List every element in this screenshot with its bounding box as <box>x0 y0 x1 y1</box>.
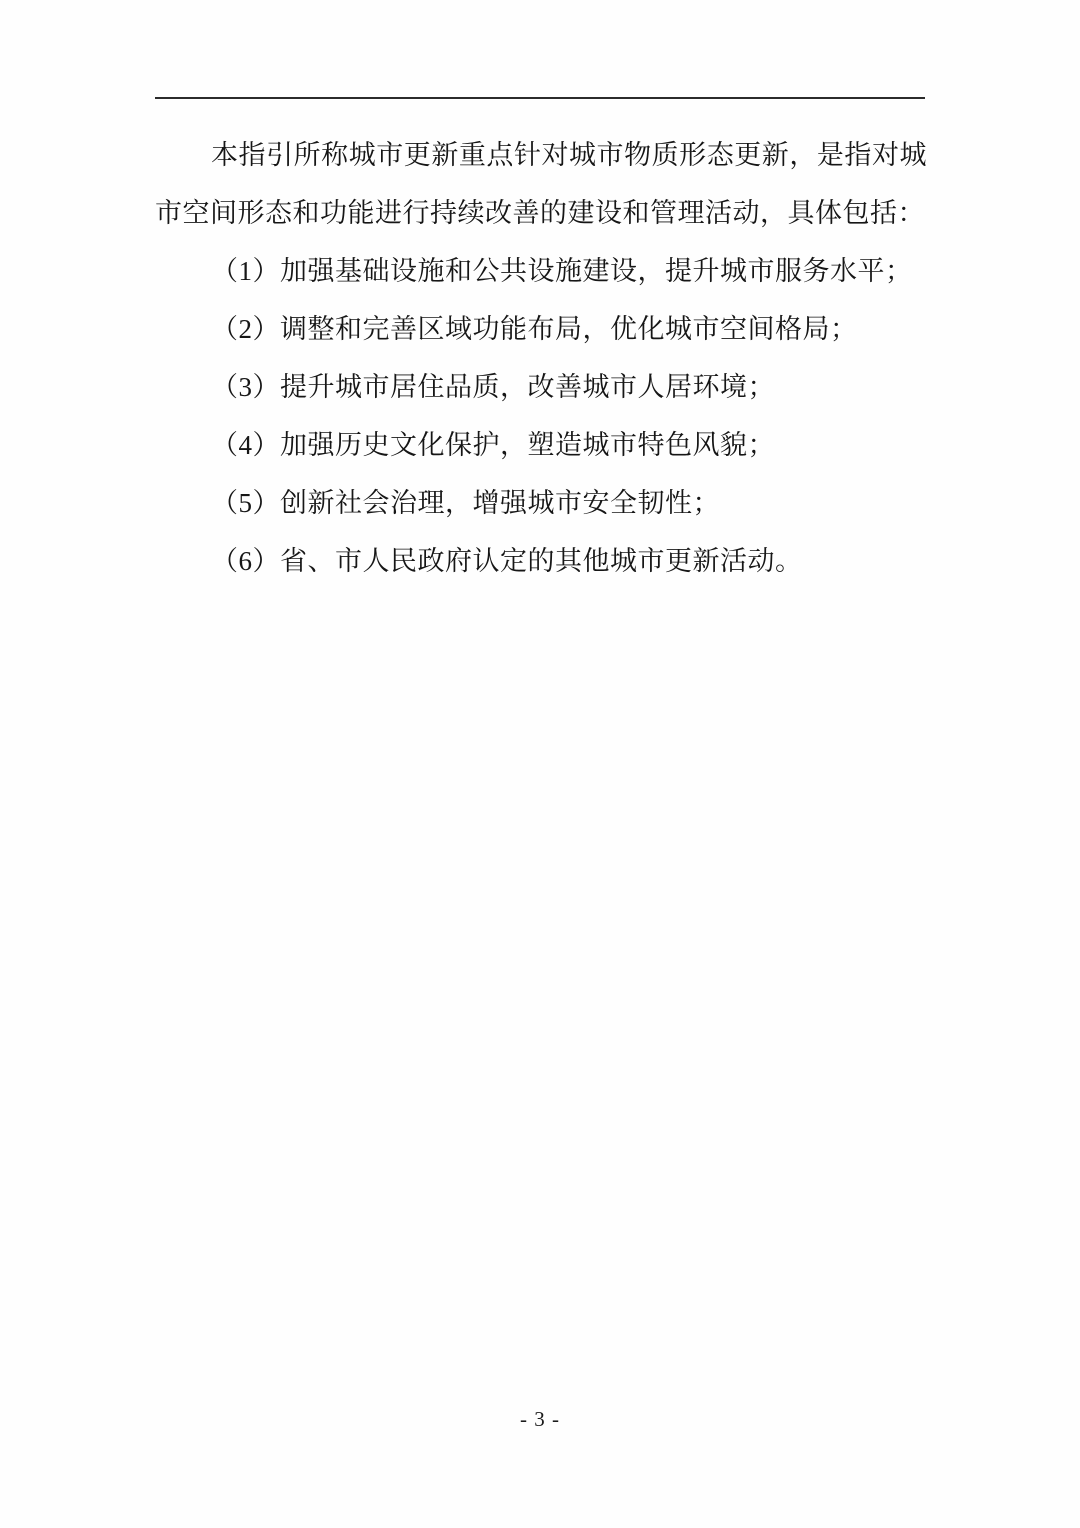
header-divider <box>155 97 925 99</box>
list-item: （6）省、市人民政府认定的其他城市更新活动。 <box>211 546 803 576</box>
list-item: （3）提升城市居住品质，改善城市人居环境； <box>211 372 775 402</box>
list-item: （1）加强基础设施和公共设施建设，提升城市服务水平； <box>211 256 913 286</box>
list-item: （5）创新社会治理，增强城市安全韧性； <box>211 488 720 518</box>
list-item: （4）加强历史文化保护，塑造城市特色风貌； <box>211 430 775 460</box>
document-body <box>155 126 927 590</box>
intro-paragraph: 本指引所称城市更新重点针对城市物质形态更新，是指对城市空间形态和功能进行持续改善的建设和管理活动，具体包括： <box>155 140 927 228</box>
page-number: - 3 - <box>520 1407 560 1431</box>
list-item: （2）调整和完善区域功能布局，优化城市空间格局； <box>211 314 858 344</box>
